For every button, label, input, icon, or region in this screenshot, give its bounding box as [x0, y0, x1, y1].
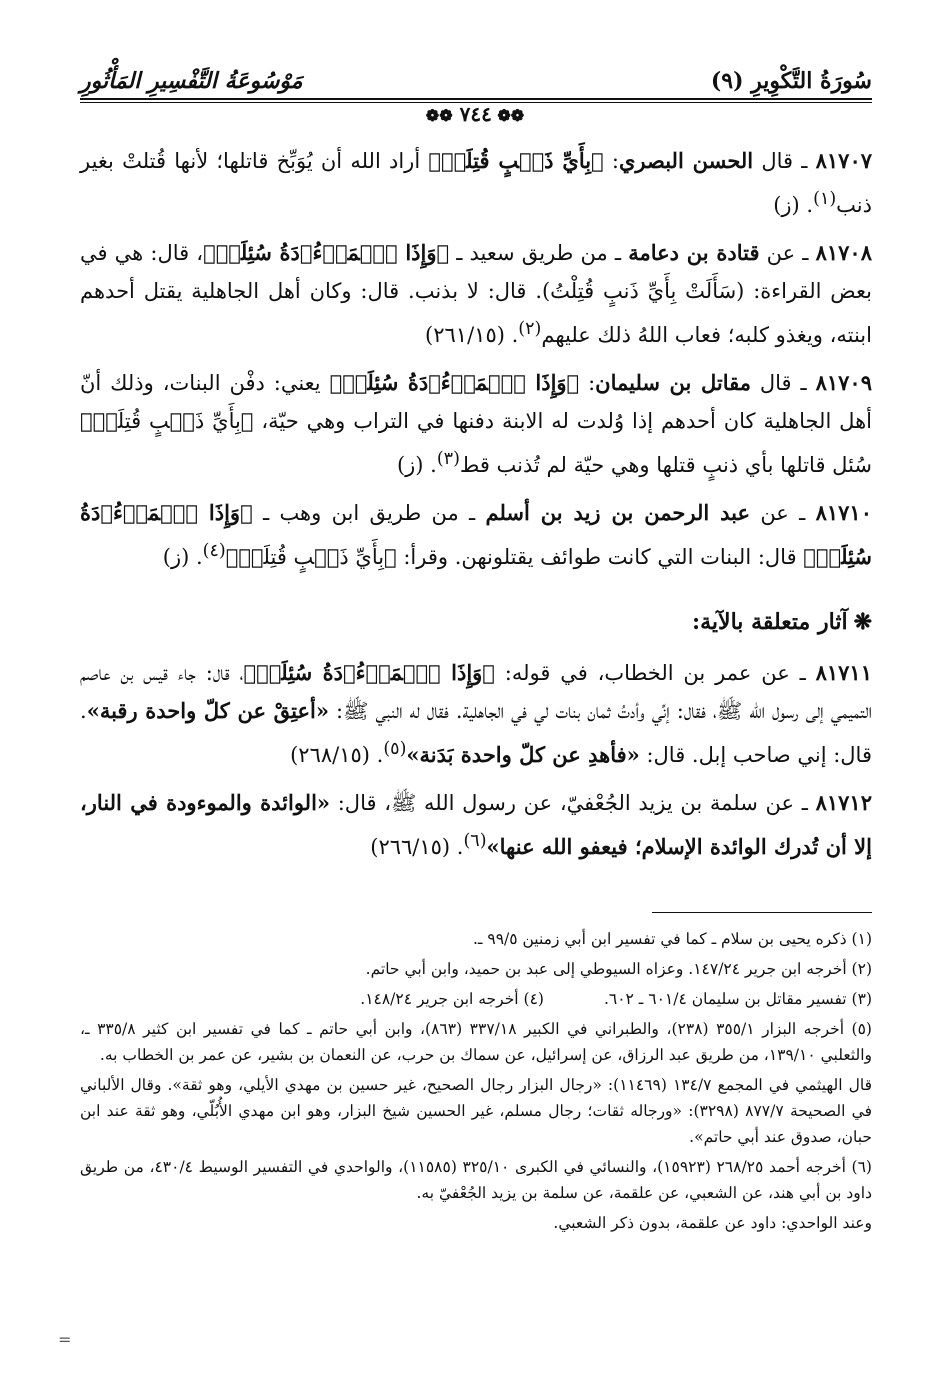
- footnote-rule: [652, 912, 872, 913]
- source-ref: . (٢٦٦/١٥): [370, 835, 464, 859]
- page-number: [380, 102, 570, 132]
- hadith-text: «أعتِقْ عن كلّ واحدة رقبة»: [86, 698, 329, 723]
- narration-text: ـ قال: [750, 371, 816, 395]
- source-ref: . (٢٦١/١٥): [425, 323, 519, 347]
- narrator-name: مقاتل بن سليمان: [595, 370, 751, 395]
- footnote-ref: (٢): [518, 319, 542, 339]
- running-header: [80, 60, 872, 106]
- book-title: مَوْسُوعَةُ التَّفْسِيرِ المَأْثُورِ: [80, 68, 303, 94]
- source-ref: . (ز): [162, 545, 203, 569]
- page-number-value: ٧٤٤: [459, 102, 492, 126]
- quran-quote: ﴿بِأَيِّ ذَنۢبٍ قُتِلَتۡ﴾: [428, 148, 604, 173]
- narration-text: يعني: دفْن البنات، وذلك أنّ أهل الجاهلية كان أحدهم إذا وُلدت له الابنة دفنها في التراب وهي حيّة، ﴿بِأَيِّ ذَنۢبٍ قُتِلَتۡ﴾ سُئل قاتلها بأي ذنبٍ قتلها وهي حيّة لم تُذنب قط: [80, 371, 872, 477]
- quran-quote: ﴿وَإِذَا ٱلۡمَوۡءُۥدَةُ سُئِلَتۡ﴾: [203, 240, 450, 265]
- ornament-icon: ❁❁: [425, 106, 453, 125]
- narration-text: ـ عن سلمة بن يزيد الجُعْفيّ، عن رسول الله ﷺ، قال:: [330, 791, 816, 815]
- footnote-ref: (٦): [463, 831, 487, 851]
- narration-text: . قال: إني صاحب إبل. قال:: [80, 699, 872, 767]
- margin-mark: =: [58, 1330, 72, 1349]
- footnote-5-comment: قال الهيثمي في المجمع ١٣٤/٧ (١١٤٦٩): «رجال البزار رجال الصحيح، غير حسين بن مهدي الأيلي، وهو ثقة». وقال الألباني في الصحيحة ٨٧٧/٧ (٣٢٩٨): «ورجاله ثقات؛ رجال مسلم، غير الحسين شيخ البزار، وهو ابن مهدي الأُبُلّي، وهو ثقة عند ابن حبان، صدوق عند أبي حاتم».: [80, 1076, 872, 1146]
- narration-81712: [80, 784, 872, 866]
- narration-number: ٨١٧١١: [815, 660, 872, 685]
- narration-81711: [80, 654, 872, 774]
- narration-number: ٨١٧١٠: [815, 500, 872, 525]
- footnotes: [80, 926, 872, 1240]
- narration-81708: [80, 234, 872, 354]
- narration-text: ـ قال: [753, 149, 816, 173]
- hadith-text: «الوائدة والموءودة في النار، إلا أن تُدرك الوائدة الإسلام؛ فيعفو الله عنها»: [80, 790, 872, 859]
- narration-text: ، قال: هي في بعض القراءة: (سَأَلَتْ بِأَيِّ ذَنبٍ قُتِلْتُ). قال: لا بذنب. قال: وكان أهل الجاهلية يقتل أحدهم ابنته، ويغذو كلبه؛ فعاب اللهُ ذلك عليهم: [80, 241, 872, 347]
- narration-number: ٨١٧٠٩: [815, 370, 872, 395]
- footnote-ref: (٤): [202, 541, 226, 561]
- narration-text: قال: البنات التي كانت طوائف يقتلونهن. وقرأ: ﴿بِأَيِّ ذَنۢبٍ قُتِلَتۡ﴾: [225, 545, 804, 569]
- narration-81710: [80, 494, 872, 576]
- narration-text: :: [603, 149, 619, 173]
- source-ref: . (ز): [396, 453, 437, 477]
- narration-text: :: [579, 371, 596, 395]
- footnote-ref: (٣): [436, 449, 460, 469]
- footnote-ref: (١): [813, 189, 837, 209]
- main-text: [80, 142, 872, 876]
- narration-text: ـ عن: [759, 241, 816, 265]
- footnote-row: [80, 986, 872, 1012]
- footnote-1: (١) ذكره يحيى بن سلام ـ كما في تفسير ابن أبي زمنين ٩٩/٥ ـ.: [472, 930, 872, 948]
- surah-title: سُورَةُ التَّكْوِيرِ (٩): [710, 68, 872, 94]
- section-title: آثار متعلقة بالآية:: [692, 609, 848, 635]
- narration-text: ـ عن: [750, 501, 816, 525]
- narrator-name: قتادة بن دعامة: [628, 240, 760, 265]
- narrator-name: عبد الرحمن بن زيد بن أسلم: [485, 500, 751, 525]
- ornament-icon: ❁❁: [491, 106, 525, 125]
- footnote-ref: (٥): [383, 739, 407, 759]
- header-rule: [80, 98, 872, 100]
- narration-number: ٨١٧٠٨: [815, 240, 872, 265]
- quran-quote: ﴿وَإِذَا ٱلۡمَوۡءُۥدَةُ سُئِلَتۡ﴾: [80, 500, 872, 569]
- quran-quote: ﴿وَإِذَا ٱلۡمَوۡءُۥدَةُ سُئِلَتۡ﴾: [329, 370, 580, 395]
- narrator-name: الحسن البصري: [618, 148, 754, 173]
- footnote-2: (٢) أخرجه ابن جرير ١٤٧/٢٤. وعزاه السيوطي إلى عبد بن حميد، وابن أبي حاتم.: [365, 960, 872, 978]
- narration-number: ٨١٧١٢: [815, 790, 872, 815]
- narration-81709: [80, 364, 872, 484]
- narration-text: ـ من طريق ابن وهب ـ: [252, 501, 486, 525]
- section-heading: [80, 604, 872, 640]
- footnote-4: (٤) أخرجه ابن جرير ١٤٨/٢٤.: [360, 990, 544, 1008]
- hadith-text: «فأهدِ عن كلّ واحدة بَدَنة»: [406, 742, 640, 767]
- source-ref: . (ز): [773, 193, 814, 217]
- narration-text: ، قال: جاء قيس بن عاصم التميمي إلى رسول الله ﷺ، فقال: إنِّي وأدتُ ثمان بنات لي في الجاهلية. فقال له النبي ﷺ:: [80, 661, 872, 723]
- footnote-3: (٣) تفسير مقاتل بن سليمان ٦٠١/٤ ـ ٦٠٢.: [603, 990, 872, 1008]
- narration-text: أراد الله أن يُوَبِّخ قاتلها؛ لأنها قُتلتْ بغير ذنب: [80, 149, 872, 217]
- footnote-6: (٦) أخرجه أحمد ٢٦٨/٢٥ (١٥٩٢٣)، والنسائي في الكبرى ٣٢٥/١٠ (١١٥٨٥)، والواحدي في التفسير الوسيط ٤٣٠/٤، من طريق داود بن أبي هند، عن الشعبي، عن علقمة، عن سلمة بن يزيد الجُعْفيّ به.: [80, 1158, 872, 1202]
- narration-text: ـ عن عمر بن الخطاب، في قوله:: [494, 661, 816, 685]
- quran-quote: ﴿وَإِذَا ٱلۡمَوۡءُۥدَةُ سُئِلَتۡ﴾: [243, 660, 495, 685]
- star-ornament-icon: ❋: [853, 609, 872, 635]
- narration-number: ٨١٧٠٧: [815, 148, 873, 173]
- narration-text: ـ من طريق سعيد ـ: [449, 241, 629, 265]
- source-ref: . (٢٦٨/١٥): [290, 743, 384, 767]
- footnote-6-comment: وعند الواحدي: داود عن علقمة، بدون ذكر الشعبي.: [553, 1214, 872, 1232]
- footnote-5: (٥) أخرجه البزار ٣٥٥/١ (٢٣٨)، والطبراني في الكبير ٣٣٧/١٨ (٨٦٣)، وابن أبي حاتم ـ كما في تفسير ابن كثير ٣٣٥/٨ ـ، والثعلبي ١٣٩/١٠، من طريق عبد الرزاق، عن إسرائيل، عن سماك بن حرب، عن النعمان بن بشير، عن عمر بن الخطاب به.: [80, 1020, 872, 1064]
- narration-81707: [80, 142, 872, 224]
